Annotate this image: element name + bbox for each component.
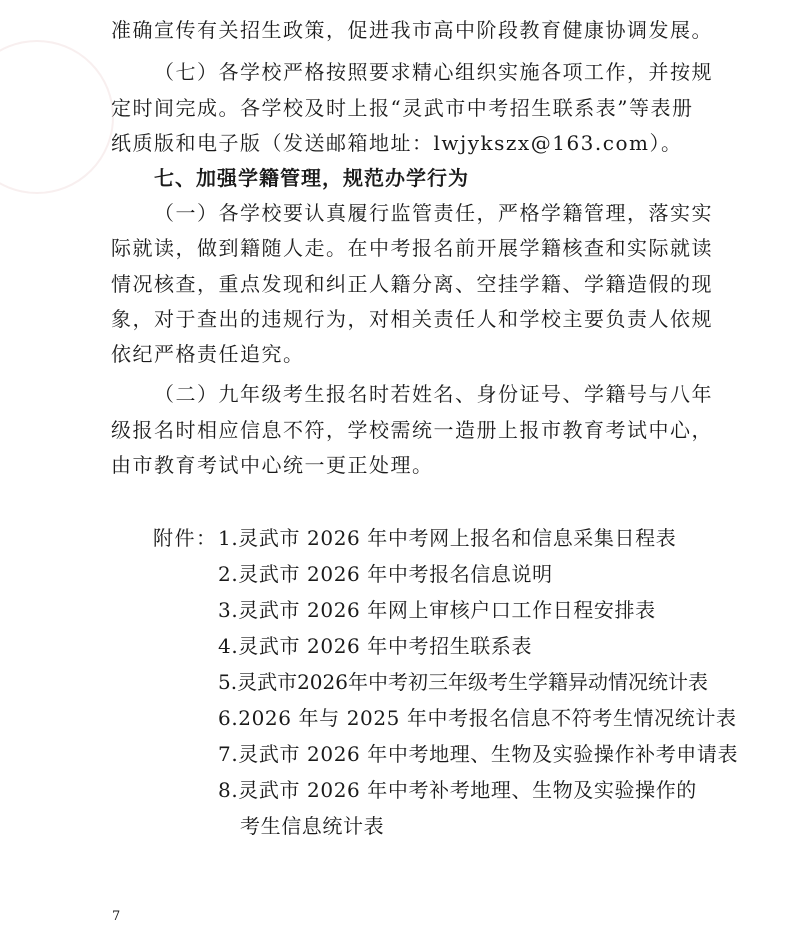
paragraph-line: 依纪严格责任追究。 [111, 342, 305, 366]
attachment-item: 2.灵武市 2026 年中考报名信息说明 [218, 562, 553, 586]
attachment-item: 3.灵武市 2026 年网上审核户口工作日程安排表 [218, 598, 656, 622]
section-heading: 七、加强学籍管理，规范办学行为 [154, 166, 469, 190]
paragraph-line: 由市教育考试中心统一更正处理。 [111, 453, 434, 477]
paragraph-line: 级报名时相应信息不符，学校需统一造册上报市教育考试中心， [111, 418, 713, 442]
paragraph-line: 纸质版和电子版（发送邮箱地址：lwjykszx@163.com）。 [111, 131, 683, 155]
attachment-item-continuation: 考生信息统计表 [240, 814, 385, 838]
faint-seal-stamp [0, 40, 114, 194]
paragraph-line: （二）九年级考生报名时若姓名、身份证号、学籍号与八年 [154, 382, 713, 406]
paragraph-line: 际就读，做到籍随人走。在中考报名前开展学籍核查和实际就读 [111, 236, 713, 260]
paragraph-line: 象，对于查出的违规行为，对相关责任人和学校主要负责人依规 [111, 307, 713, 331]
page-number: 7 [112, 909, 121, 924]
paragraph-line: 准确宣传有关招生政策，促进我市高中阶段教育健康协调发展。 [111, 18, 713, 42]
attachment-item: 1.灵武市 2026 年中考网上报名和信息采集日程表 [218, 526, 677, 550]
attachments-label: 附件： [153, 526, 218, 550]
paragraph-line: 情况核查，重点发现和纠正人籍分离、空挂学籍、学籍造假的现 [111, 272, 713, 296]
attachment-item: 4.灵武市 2026 年中考招生联系表 [218, 634, 533, 658]
attachment-item: 5.灵武市2026年中考初三年级考生学籍异动情况统计表 [218, 670, 708, 694]
paragraph-line: （七）各学校严格按照要求精心组织实施各项工作，并按规 [154, 60, 713, 84]
paragraph-line: （一）各学校要认真履行监管责任，严格学籍管理，落实实 [154, 201, 713, 225]
attachment-item: 7.灵武市 2026 年中考地理、生物及实验操作补考申请表 [218, 742, 739, 766]
paragraph-line: 定时间完成。各学校及时上报“灵武市中考招生联系表”等表册 [111, 96, 694, 120]
attachment-item: 6.2026 年与 2025 年中考报名信息不符考生情况统计表 [218, 706, 737, 730]
attachment-item: 8.灵武市 2026 年中考补考地理、生物及实验操作的 [218, 778, 697, 802]
